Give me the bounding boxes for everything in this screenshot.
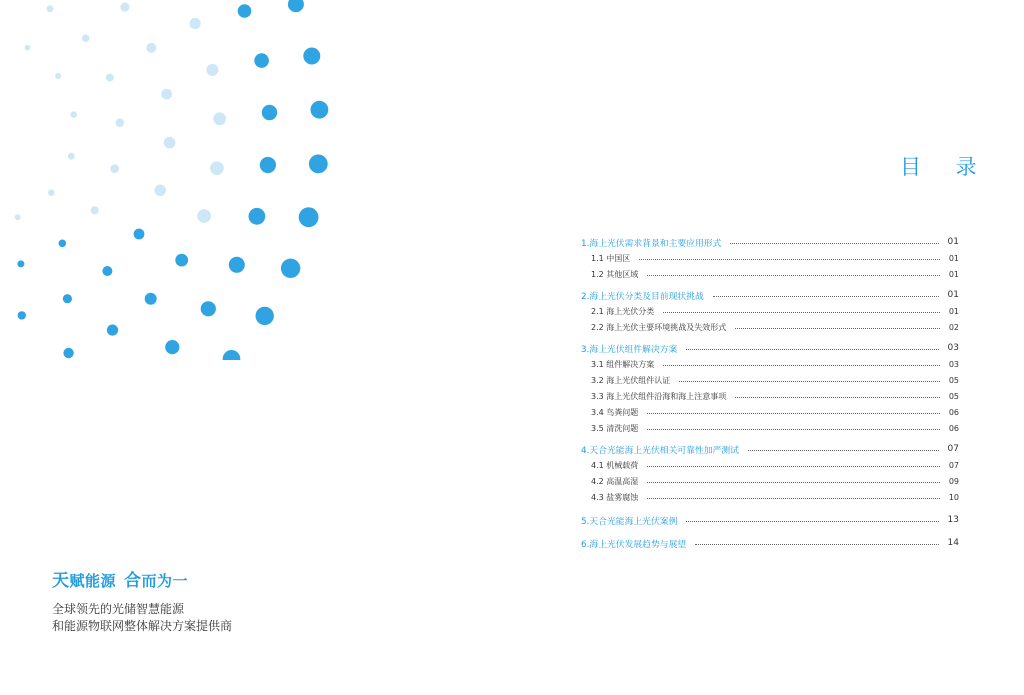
toc-page-number: 02 xyxy=(948,322,959,332)
toc-subsection-3-4[interactable] xyxy=(581,404,959,420)
toc-leader xyxy=(713,296,939,297)
decorative-dot xyxy=(102,266,112,276)
decorative-dot xyxy=(256,307,274,325)
toc-subsection-label: 3.3 海上光伏组件沿海和海上注意事项 xyxy=(591,391,727,401)
toc-subsection-label: 4.3 盐雾腐蚀 xyxy=(591,492,639,502)
slogan-title xyxy=(52,566,312,591)
toc-section-2[interactable] xyxy=(581,287,959,303)
decorative-dot xyxy=(210,161,224,175)
toc-subsection-2-1[interactable] xyxy=(581,303,959,319)
toc-page-number: 06 xyxy=(948,423,959,433)
toc-leader xyxy=(647,429,940,430)
toc-page-number: 07 xyxy=(948,460,959,470)
toc-subsection-3-3[interactable] xyxy=(581,388,959,404)
decorative-dot xyxy=(59,240,67,248)
toc-section-3[interactable] xyxy=(581,340,959,356)
decorative-dot-pattern xyxy=(0,0,340,360)
toc-page-number: 05 xyxy=(948,391,959,401)
toc-section-label: 5.天合光能海上光伏案例 xyxy=(581,516,678,527)
toc-page-number: 01 xyxy=(948,253,959,263)
decorative-dot xyxy=(18,311,26,319)
toc-section-5[interactable] xyxy=(581,512,959,528)
decorative-dot xyxy=(63,294,72,303)
toc-leader xyxy=(663,312,940,313)
decorative-dot xyxy=(223,350,241,360)
decorative-dot xyxy=(68,153,75,160)
toc-page-number: 06 xyxy=(948,407,959,417)
decorative-dot xyxy=(262,105,277,120)
slogan-title-part1-big: 天 xyxy=(52,571,70,591)
table-of-contents xyxy=(581,234,959,551)
toc-section-label: 2.海上光伏分类及目前现状挑战 xyxy=(581,291,704,302)
toc-subsection-3-2[interactable] xyxy=(581,372,959,388)
toc-page-number: 07 xyxy=(947,444,959,454)
toc-leader xyxy=(748,450,939,451)
decorative-dot xyxy=(161,89,172,100)
decorative-dot xyxy=(190,18,201,29)
decorative-dot xyxy=(154,185,166,197)
decorative-dot xyxy=(197,209,211,223)
toc-page-number: 01 xyxy=(947,290,959,300)
toc-page-number: 05 xyxy=(948,375,959,385)
toc-subsection-4-1[interactable] xyxy=(581,457,959,473)
toc-subsection-3-5[interactable] xyxy=(581,420,959,436)
toc-subsection-4-3[interactable] xyxy=(581,489,959,505)
toc-section-label: 4.天合光能海上光伏相关可靠性加严测试 xyxy=(581,445,739,456)
toc-leader xyxy=(686,349,938,350)
decorative-dot xyxy=(165,340,179,354)
toc-leader xyxy=(647,466,940,467)
decorative-dot xyxy=(206,64,218,76)
toc-subsection-label: 1.2 其他区域 xyxy=(591,269,639,279)
toc-section-6[interactable] xyxy=(581,535,959,551)
slogan-line-1: 全球领先的光储智慧能源 xyxy=(52,602,185,616)
toc-subsection-label: 3.4 鸟粪问题 xyxy=(591,407,639,417)
toc-leader xyxy=(735,397,940,398)
decorative-dot xyxy=(145,293,157,305)
decorative-dot xyxy=(70,111,77,118)
toc-leader xyxy=(735,328,940,329)
toc-subsection-1-2[interactable] xyxy=(581,266,959,282)
slogan-title-part2-big: 合 xyxy=(124,571,142,591)
decorative-dot xyxy=(63,348,73,358)
toc-subsection-label: 2.1 海上光伏分类 xyxy=(591,306,655,316)
toc-leader xyxy=(647,482,940,483)
toc-section-1[interactable] xyxy=(581,234,959,250)
decorative-dot xyxy=(47,5,54,12)
slogan-line-2: 和能源物联网整体解决方案提供商 xyxy=(52,619,233,633)
decorative-dot xyxy=(48,190,54,196)
toc-leader xyxy=(647,275,940,276)
decorative-dot xyxy=(107,325,118,336)
toc-page-number: 01 xyxy=(948,269,959,279)
decorative-dot xyxy=(15,214,21,220)
decorative-dot xyxy=(254,53,269,68)
toc-subsection-2-2[interactable] xyxy=(581,319,959,335)
decorative-dot xyxy=(299,207,319,227)
toc-section-4[interactable] xyxy=(581,441,959,457)
decorative-dot xyxy=(229,257,245,273)
toc-subsection-label: 4.1 机械载荷 xyxy=(591,460,639,470)
decorative-dot xyxy=(260,157,276,173)
toc-section-label: 6.海上光伏发展趋势与展望 xyxy=(581,539,687,550)
toc-page-number: 01 xyxy=(947,237,959,247)
toc-leader xyxy=(647,498,940,499)
toc-subsection-label: 3.1 组件解决方案 xyxy=(591,359,655,369)
decorative-dot xyxy=(213,112,226,125)
toc-subsection-1-1[interactable] xyxy=(581,250,959,266)
decorative-dot xyxy=(309,155,328,174)
slogan xyxy=(52,566,312,635)
decorative-dot xyxy=(249,208,266,225)
toc-subsection-label: 2.2 海上光伏主要环境挑战及失效形式 xyxy=(591,322,727,332)
slogan-title-part2-small: 而为一 xyxy=(141,572,189,590)
toc-subsection-label: 3.2 海上光伏组件认证 xyxy=(591,375,671,385)
toc-page-number: 13 xyxy=(947,515,959,525)
toc-leader xyxy=(647,413,940,414)
toc-subsection-label: 4.2 高温高湿 xyxy=(591,476,639,486)
decorative-dot xyxy=(288,0,304,12)
toc-subsection-label: 3.5 清洗问题 xyxy=(591,423,639,433)
toc-title: 目 录 xyxy=(900,155,991,179)
decorative-dot xyxy=(303,48,320,65)
decorative-dot xyxy=(25,45,31,51)
toc-page-number: 03 xyxy=(947,343,959,353)
toc-leader xyxy=(663,365,940,366)
decorative-dot xyxy=(106,74,114,82)
decorative-dot xyxy=(91,206,99,214)
decorative-dot xyxy=(55,73,61,79)
decorative-dot xyxy=(175,254,188,267)
toc-page-number: 03 xyxy=(948,359,959,369)
toc-leader xyxy=(679,381,940,382)
decorative-dot xyxy=(311,101,329,119)
decorative-dot xyxy=(146,43,156,53)
slogan-title-part1-small: 赋能源 xyxy=(69,572,117,590)
decorative-dot xyxy=(201,301,216,316)
toc-leader xyxy=(695,544,938,545)
toc-leader xyxy=(639,259,940,260)
toc-subsection-3-1[interactable] xyxy=(581,356,959,372)
toc-section-label: 1.海上光伏需求背景和主要应用形式 xyxy=(581,238,722,249)
decorative-dot xyxy=(110,164,119,173)
toc-leader xyxy=(730,243,938,244)
decorative-dot xyxy=(164,137,176,149)
toc-page-number: 14 xyxy=(947,538,959,548)
toc-page-number: 09 xyxy=(948,476,959,486)
decorative-dot xyxy=(17,260,24,267)
toc-page-number: 01 xyxy=(948,306,959,316)
toc-section-label: 3.海上光伏组件解决方案 xyxy=(581,344,678,355)
toc-leader xyxy=(686,521,938,522)
decorative-dot xyxy=(238,4,252,18)
decorative-dot xyxy=(120,3,129,12)
toc-subsection-4-2[interactable] xyxy=(581,473,959,489)
decorative-dot xyxy=(134,229,145,240)
decorative-dot xyxy=(82,35,89,42)
decorative-dot xyxy=(116,118,125,127)
toc-subsection-label: 1.1 中国区 xyxy=(591,253,631,263)
decorative-dot xyxy=(281,259,300,278)
toc-page-number: 10 xyxy=(948,492,959,502)
